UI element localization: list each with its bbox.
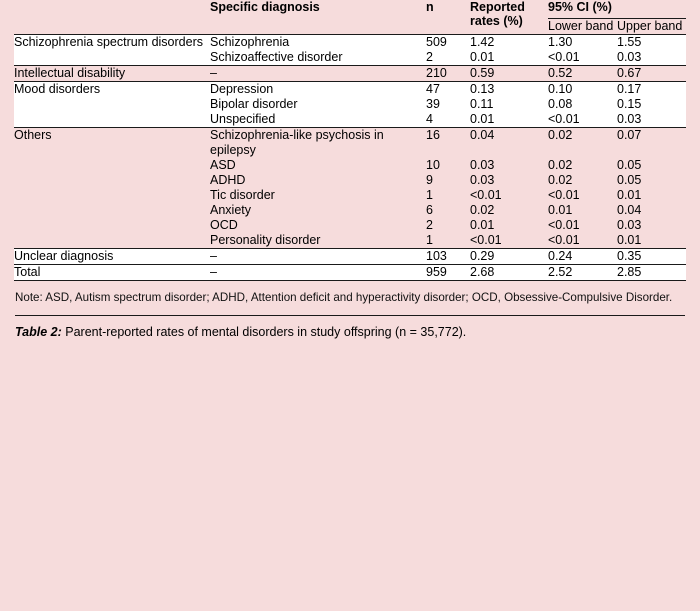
- cell-diagnosis: ASD: [210, 158, 426, 173]
- table-row: [14, 112, 686, 128]
- cell-reported-rate: 0.03: [470, 158, 548, 173]
- cell-upper-band: 0.35: [617, 248, 686, 264]
- cell-diagnosis: –: [210, 264, 426, 280]
- cell-diagnosis: Anxiety: [210, 203, 426, 218]
- cell-n: 959: [426, 264, 470, 280]
- cell-upper-band: 2.85: [617, 264, 686, 280]
- cell-category: Mood disorders: [14, 81, 210, 97]
- cell-reported-rate: 0.01: [470, 218, 548, 233]
- header-n: n: [426, 0, 470, 34]
- cell-reported-rate: <0.01: [470, 188, 548, 203]
- table-row: [14, 127, 686, 158]
- table-row: [14, 97, 686, 112]
- table-row: [14, 173, 686, 188]
- table-row: [14, 65, 686, 81]
- results-table: [14, 0, 686, 281]
- cell-n: 9: [426, 173, 470, 188]
- cell-lower-band: <0.01: [548, 188, 617, 203]
- cell-upper-band: 0.04: [617, 203, 686, 218]
- cell-lower-band: <0.01: [548, 218, 617, 233]
- header-upper-band: Upper band: [617, 19, 686, 34]
- cell-n: 2: [426, 50, 470, 66]
- cell-upper-band: 0.67: [617, 65, 686, 81]
- cell-reported-rate: 0.04: [470, 127, 548, 158]
- cell-category: [14, 218, 210, 233]
- cell-diagnosis: –: [210, 65, 426, 81]
- cell-upper-band: 0.05: [617, 173, 686, 188]
- cell-category: Total: [14, 264, 210, 280]
- header-lower-band: Lower band: [548, 19, 617, 34]
- cell-category: [14, 50, 210, 66]
- cell-reported-rate: 0.01: [470, 50, 548, 66]
- cell-diagnosis: OCD: [210, 218, 426, 233]
- cell-reported-rate: 0.03: [470, 173, 548, 188]
- table-row: [14, 81, 686, 97]
- cell-reported-rate: 0.59: [470, 65, 548, 81]
- table-row: [14, 233, 686, 249]
- table-row: [14, 264, 686, 280]
- header-specific-diagnosis: Specific diagnosis: [210, 0, 426, 34]
- table-caption: [15, 315, 685, 340]
- cell-upper-band: 0.17: [617, 81, 686, 97]
- cell-n: 1: [426, 188, 470, 203]
- cell-lower-band: 0.08: [548, 97, 617, 112]
- cell-category: [14, 188, 210, 203]
- cell-upper-band: 1.55: [617, 34, 686, 50]
- cell-category: [14, 173, 210, 188]
- cell-category: [14, 158, 210, 173]
- cell-category: Schizophrenia spectrum disorders: [14, 34, 210, 50]
- cell-n: 6: [426, 203, 470, 218]
- cell-diagnosis: Schizophrenia: [210, 34, 426, 50]
- cell-reported-rate: 0.11: [470, 97, 548, 112]
- table-header: [14, 0, 686, 34]
- cell-lower-band: <0.01: [548, 50, 617, 66]
- table-note: Note: ASD, Autism spectrum disorder; ADHD, Attention deficit and hyperactivity disorder; OCD, Obsessive-Compulsive Disorder.: [15, 290, 673, 304]
- cell-n: 10: [426, 158, 470, 173]
- cell-category: [14, 112, 210, 128]
- cell-diagnosis: Schizoaffective disorder: [210, 50, 426, 66]
- caption-label: Table 2:: [15, 325, 62, 340]
- cell-lower-band: 0.01: [548, 203, 617, 218]
- cell-reported-rate: 0.02: [470, 203, 548, 218]
- cell-reported-rate: 0.01: [470, 112, 548, 128]
- cell-reported-rate: 1.42: [470, 34, 548, 50]
- cell-category: [14, 97, 210, 112]
- cell-lower-band: 0.10: [548, 81, 617, 97]
- cell-upper-band: 0.01: [617, 188, 686, 203]
- cell-lower-band: <0.01: [548, 112, 617, 128]
- cell-lower-band: <0.01: [548, 233, 617, 249]
- cell-category: [14, 203, 210, 218]
- cell-diagnosis: –: [210, 248, 426, 264]
- cell-upper-band: 0.15: [617, 97, 686, 112]
- cell-lower-band: 0.24: [548, 248, 617, 264]
- table-row: [14, 203, 686, 218]
- cell-reported-rate: 0.29: [470, 248, 548, 264]
- header-row-main: [14, 0, 686, 19]
- header-category: [14, 0, 210, 34]
- cell-lower-band: 1.30: [548, 34, 617, 50]
- caption-text: Parent-reported rates of mental disorders in study offspring (n = 35,772).: [61, 325, 467, 340]
- cell-lower-band: 0.02: [548, 127, 617, 158]
- cell-diagnosis: Personality disorder: [210, 233, 426, 249]
- cell-diagnosis: Schizophrenia-like psychosis in epilepsy: [210, 127, 426, 158]
- cell-diagnosis: ADHD: [210, 173, 426, 188]
- cell-upper-band: 0.03: [617, 112, 686, 128]
- header-reported-rates: Reported rates (%): [470, 0, 548, 34]
- table-row: [14, 158, 686, 173]
- cell-lower-band: 0.52: [548, 65, 617, 81]
- cell-diagnosis: Depression: [210, 81, 426, 97]
- cell-n: 4: [426, 112, 470, 128]
- table-row: [14, 50, 686, 66]
- cell-upper-band: 0.03: [617, 50, 686, 66]
- cell-n: 509: [426, 34, 470, 50]
- cell-upper-band: 0.07: [617, 127, 686, 158]
- cell-reported-rate: 2.68: [470, 264, 548, 280]
- cell-lower-band: 2.52: [548, 264, 617, 280]
- cell-lower-band: 0.02: [548, 158, 617, 173]
- cell-diagnosis: Bipolar disorder: [210, 97, 426, 112]
- cell-n: 1: [426, 233, 470, 249]
- cell-upper-band: 0.01: [617, 233, 686, 249]
- table-row: [14, 188, 686, 203]
- table-row: [14, 34, 686, 50]
- cell-category: Unclear diagnosis: [14, 248, 210, 264]
- cell-diagnosis: Unspecified: [210, 112, 426, 128]
- cell-n: 103: [426, 248, 470, 264]
- table-row: [14, 248, 686, 264]
- cell-diagnosis: Tic disorder: [210, 188, 426, 203]
- table-container: [0, 0, 700, 281]
- cell-category: [14, 233, 210, 249]
- cell-upper-band: 0.05: [617, 158, 686, 173]
- cell-category: Intellectual disability: [14, 65, 210, 81]
- cell-n: 47: [426, 81, 470, 97]
- cell-n: 39: [426, 97, 470, 112]
- cell-upper-band: 0.03: [617, 218, 686, 233]
- cell-lower-band: 0.02: [548, 173, 617, 188]
- header-ci: 95% CI (%): [548, 0, 686, 19]
- cell-reported-rate: <0.01: [470, 233, 548, 249]
- cell-n: 2: [426, 218, 470, 233]
- table-row: [14, 218, 686, 233]
- cell-n: 16: [426, 127, 470, 158]
- cell-reported-rate: 0.13: [470, 81, 548, 97]
- cell-n: 210: [426, 65, 470, 81]
- table-body: [14, 34, 686, 280]
- cell-category: Others: [14, 127, 210, 158]
